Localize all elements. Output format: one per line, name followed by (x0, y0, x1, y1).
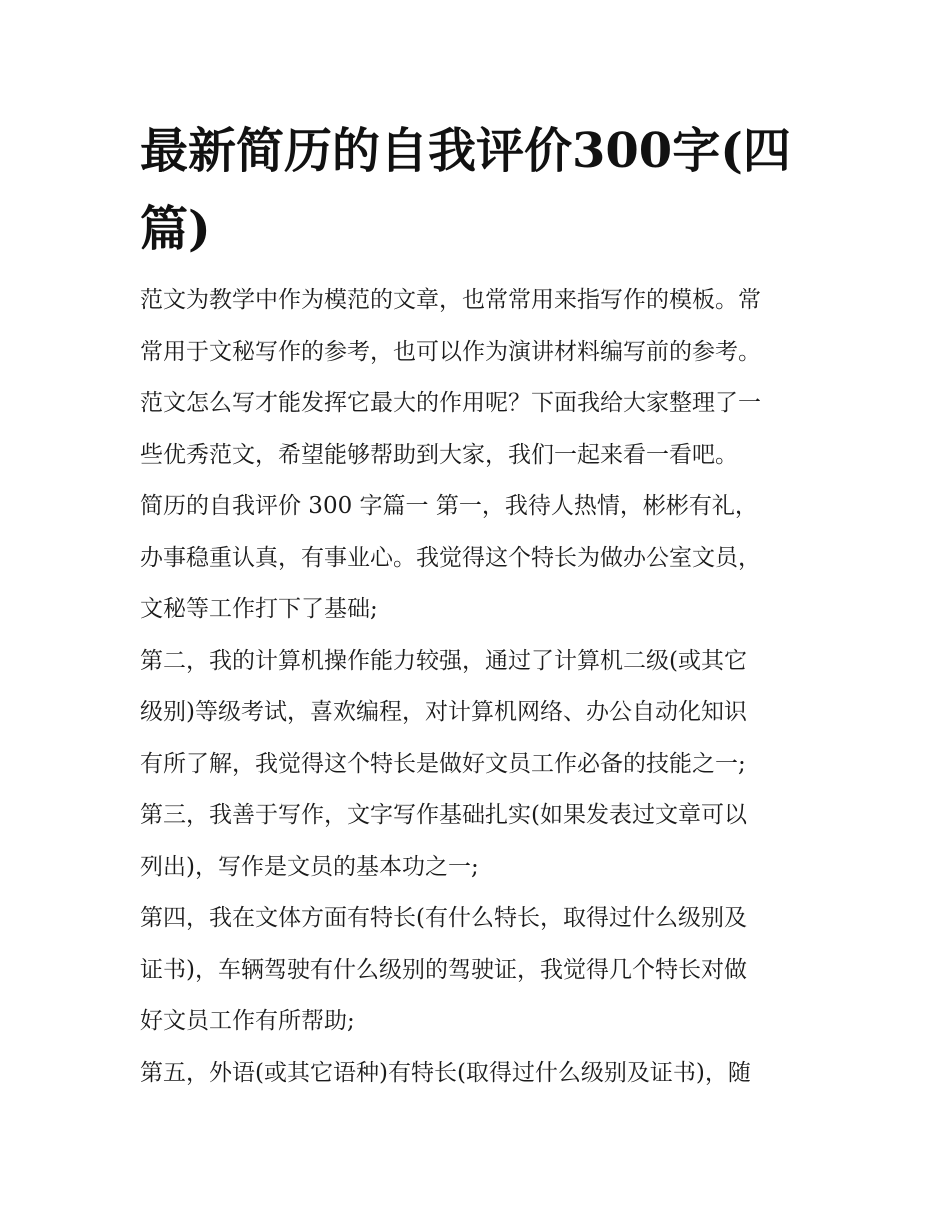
body-line: 办事稳重认真，有事业心。我觉得这个特长为做办公室文员， (140, 544, 761, 571)
body-line: 第五，外语(或其它语种)有特长(取得过什么级别及证书)，随 (140, 1059, 751, 1086)
body-line: 好文员工作有所帮助; (140, 1008, 355, 1034)
body-line: 级别)等级考试，喜欢编程，对计算机网络、办公自动化知识 (140, 699, 747, 725)
body-line: 第四，我在文体方面有特长(有什么特长，取得过什么级别及 (140, 905, 747, 931)
body-line: 第二，我的计算机操作能力较强，通过了计算机二级(或其它 (140, 647, 747, 674)
body-line: 些优秀范文，希望能够帮助到大家，我们一起来看一看吧。 (140, 441, 738, 468)
body-line: 文秘等工作打下了基础; (140, 596, 378, 622)
body-line: 范文怎么写才能发挥它最大的作用呢？下面我给大家整理了一 (140, 390, 761, 416)
body-line: 第三，我善于写作，文字写作基础扎实(如果发表过文章可以 (140, 802, 747, 828)
body-line: 有所了解，我觉得这个特长是做好文员工作必备的技能之一; (140, 750, 746, 777)
document-body (140, 280, 820, 1104)
body-line: 列出)，写作是文员的基本功之一; (140, 853, 479, 880)
body-line: 证书)，车辆驾驶有什么级别的驾驶证，我觉得几个特长对做 (140, 956, 747, 983)
body-line: 简历的自我评价 300 字篇一 第一，我待人热情，彬彬有礼， (140, 493, 758, 519)
document-title: 最新简历的自我评价300字(四篇) (140, 123, 791, 257)
body-line: 常用于文秘写作的参考，也可以作为演讲材料编写前的参考。 (140, 338, 761, 365)
body-line: 范文为教学中作为模范的文章，也常常用来指写作的模板。常 (140, 287, 761, 313)
